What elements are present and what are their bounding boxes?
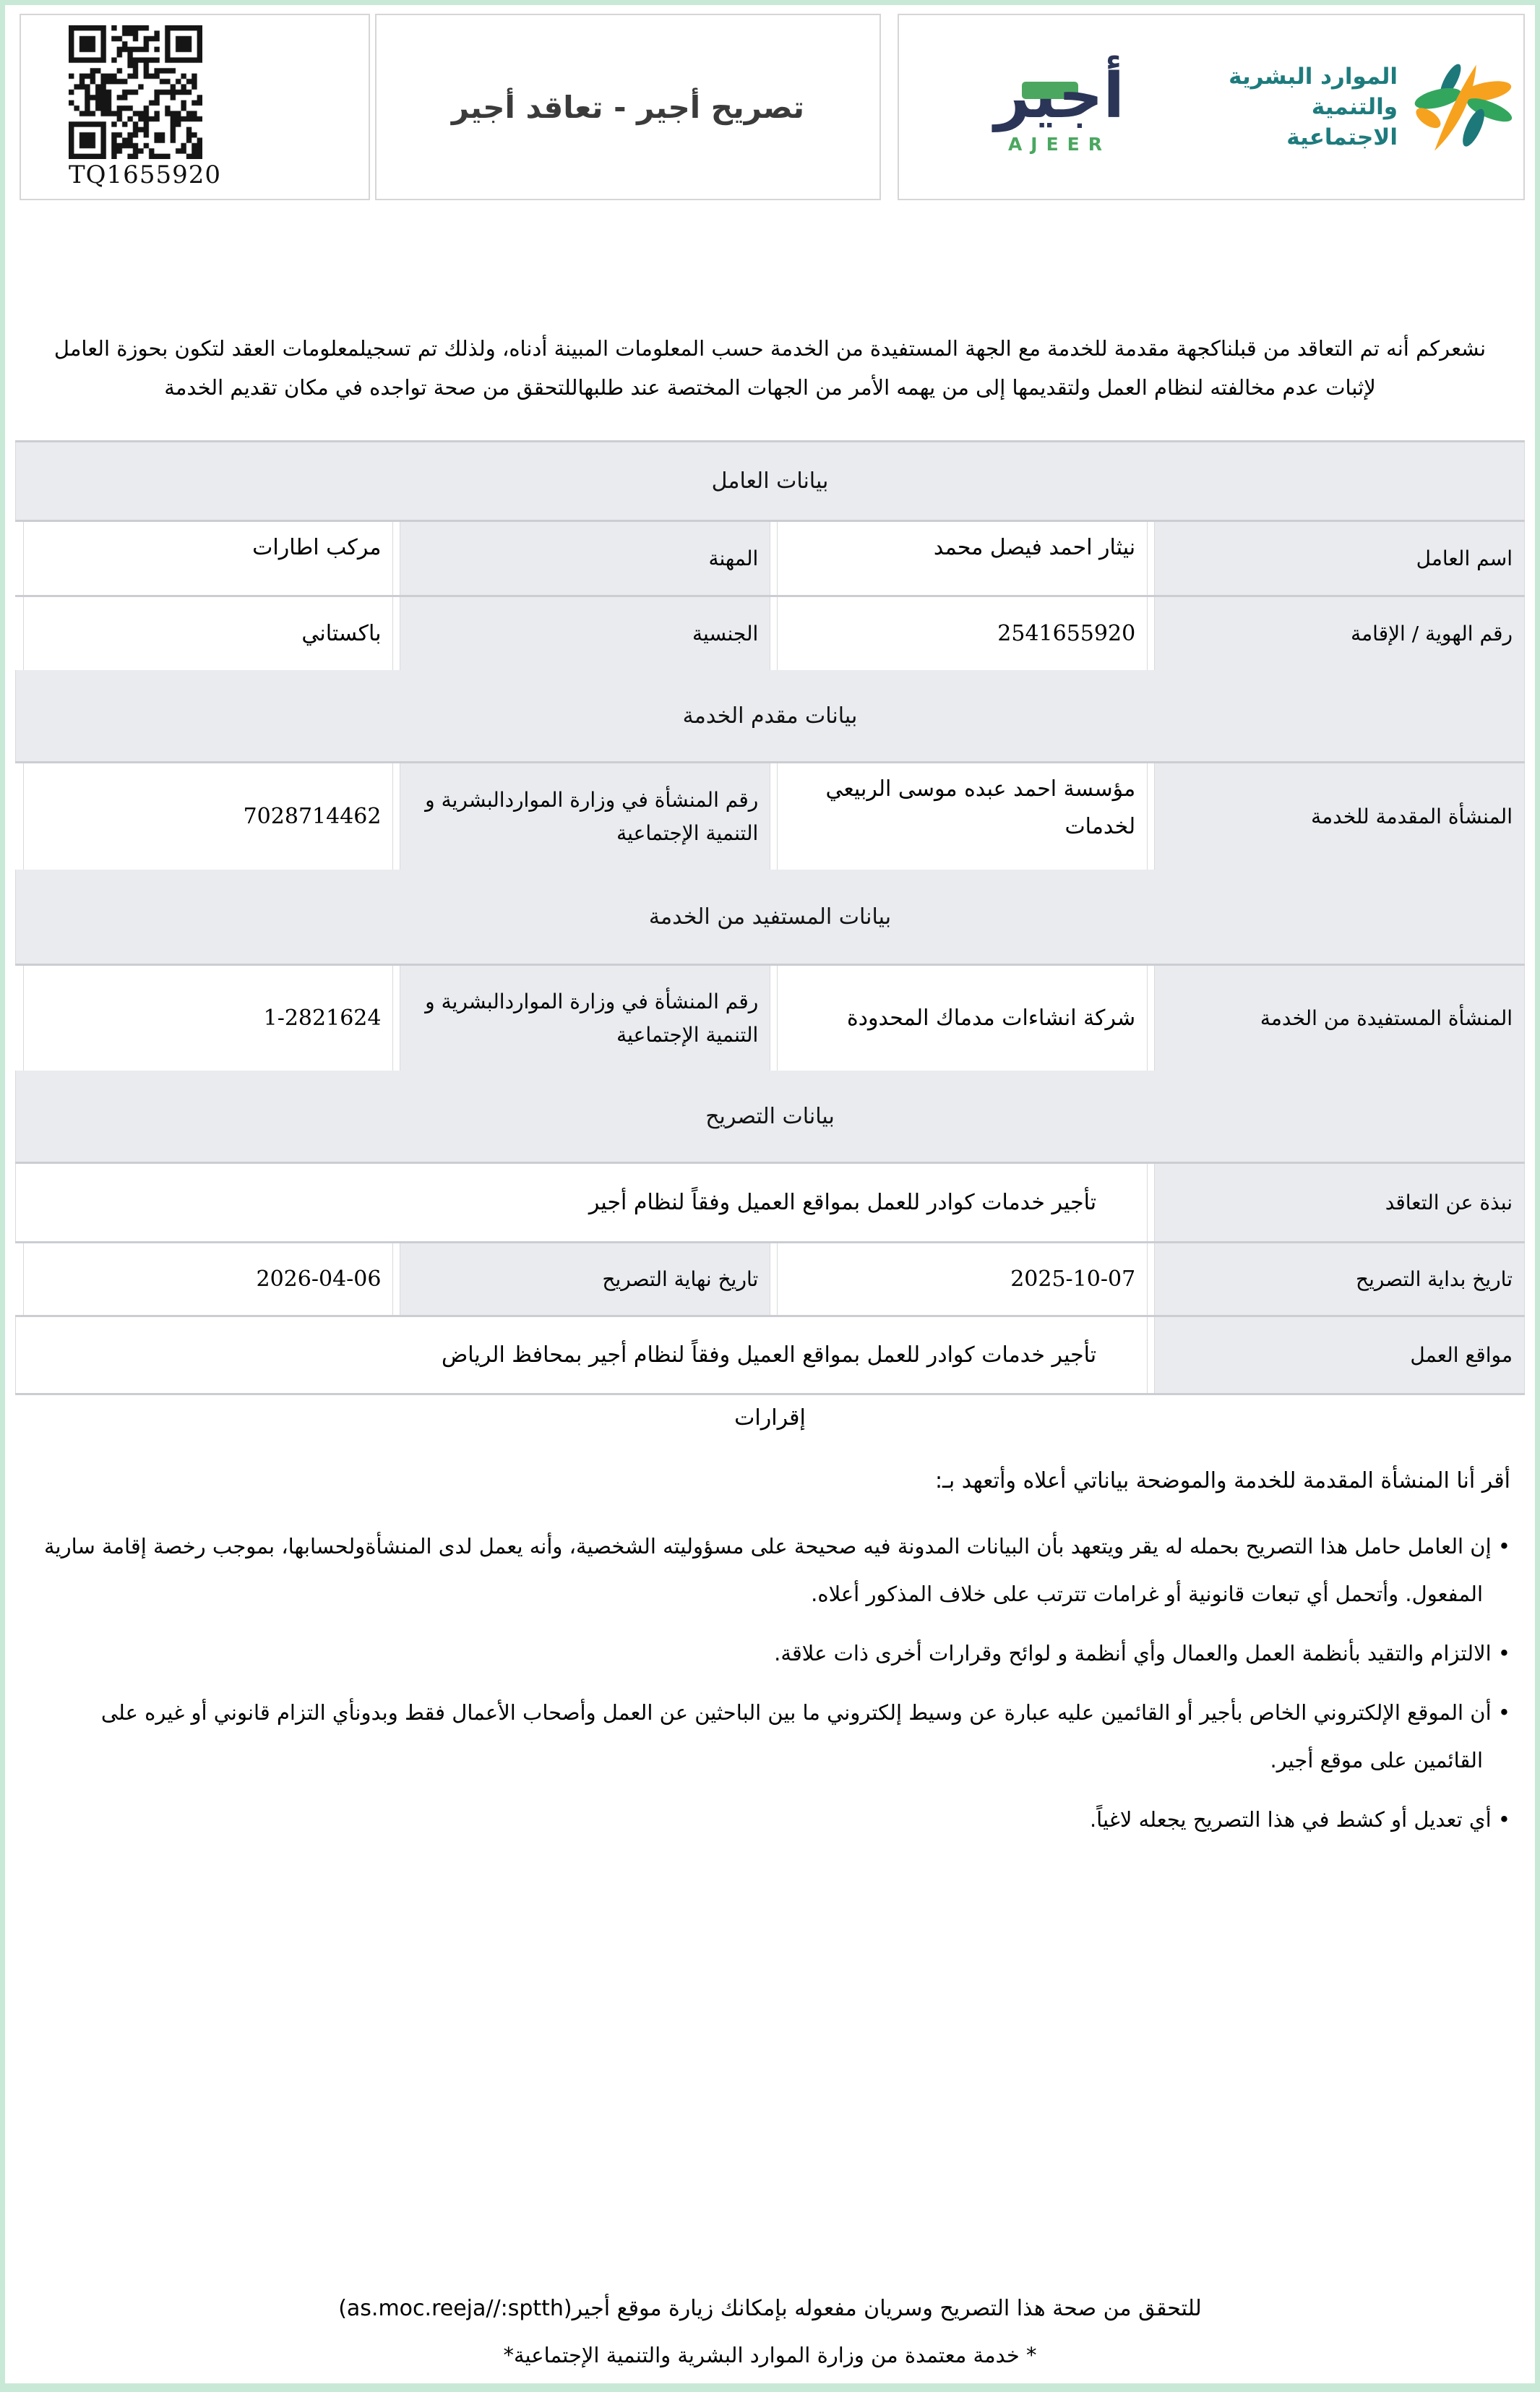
permit-locations-label: مواقع العمل <box>1154 1317 1525 1393</box>
qr-wrap <box>69 25 221 189</box>
table-row <box>15 520 1525 595</box>
intro-paragraph: نشعركم أنه تم التعاقد من قبلناكجهة مقدمة للخدمة مع الجهة المستفيدة من الخدمة حسب المعلومات المبينة أدناه، ولذلك تم تسجيلمعلومات العقد لتكون بحوزة العامل لإثبات عدم مخالفته لنظام العمل ولتقديمها إلى من يهمه الأمر من الجهات المختصة عند طلبهاللتحقق من صحة تواجده في مكان تقديم الخدمة <box>53 336 1487 400</box>
footer-approved-text: * خدمة معتمدة من وزارة الموارد البشرية والتنمية الإجتماعية* <box>503 2343 1037 2367</box>
ministry-name-line1: الموارد البشرية <box>1229 64 1398 90</box>
document-footer <box>5 2296 1535 2367</box>
table-row <box>15 1241 1525 1315</box>
table-row <box>15 1162 1525 1241</box>
section-header-provider: بيانات مقدم الخدمة <box>15 670 1525 761</box>
beneficiary-name-value: شركة انشاءات مدماك المحدودة <box>777 966 1148 1071</box>
table-row <box>15 761 1525 870</box>
page-title: تصريح أجير - تعاقد أجير <box>451 89 805 125</box>
ministry-name <box>1195 61 1398 153</box>
table-row <box>15 595 1525 670</box>
permit-end-label: تاريخ نهاية التصريح <box>400 1243 770 1315</box>
permit-start-label: تاريخ بداية التصريح <box>1154 1243 1525 1315</box>
footer-verify-text: للتحقق من صحة هذا التصريح وسريان مفعوله بإمكانك زيارة موقع أجير(as.moc.reeja//:sptth) <box>338 2296 1202 2321</box>
ministry-logo <box>1195 59 1523 156</box>
permit-about-value: تأجير خدمات كوادر للعمل بمواقع العميل وفقاً لنظام أجير <box>15 1164 1148 1241</box>
document-header <box>15 14 1525 200</box>
permit-locations-value: تأجير خدمات كوادر للعمل بمواقع العميل وفقاً لنظام أجير بمحافظ الرياض <box>15 1317 1148 1393</box>
qr-panel <box>20 14 370 200</box>
beneficiary-name-label: المنشأة المستفيدة من الخدمة <box>1154 966 1525 1071</box>
provider-name-value: مؤسسة احمد عبده موسى الربيعي لخدمات <box>777 763 1148 870</box>
section-header-beneficiary: بيانات المستفيد من الخدمة <box>15 870 1525 964</box>
ajeer-logo-arabic: أجير <box>994 59 1124 132</box>
section-header-worker: بيانات العامل <box>15 442 1525 520</box>
provider-number-value: 7028714462 <box>23 763 394 870</box>
worker-name-label: اسم العامل <box>1154 522 1525 595</box>
permit-start-value: 2025-10-07 <box>777 1243 1148 1315</box>
beneficiary-number-value: 1-2821624 <box>23 966 394 1071</box>
declaration-item: • إن العامل حامل هذا التصريح بحمله له يقر ويتعهد بأن البيانات المدونة فيه صحيحة على مسؤوليته الشخصية، وأنه يعمل لدى المنشأةولحسابها، بموجب رخصة إقامة سارية المفعول. وأتحمل أي تبعات قانونية أو غرامات تترتب على خلاف المذكور أعلاه. <box>30 1522 1510 1618</box>
worker-id-value: 2541655920 <box>777 597 1148 670</box>
ajeer-logo-latin: AJEER <box>1007 133 1111 155</box>
logo-panel <box>898 14 1525 200</box>
worker-name-value: نيثار احمد فيصل محمد <box>777 522 1148 595</box>
section-header-permit: بيانات التصريح <box>15 1071 1525 1162</box>
permit-about-label: نبذة عن التعاقد <box>1154 1164 1525 1241</box>
beneficiary-number-label: رقم المنشأة في وزارة المواردالبشرية و التنمية الإجتماعية <box>400 966 770 1071</box>
worker-nationality-value: باكستاني <box>23 597 394 670</box>
ajeer-logo <box>993 60 1126 155</box>
declaration-item: • أن الموقع الإلكتروني الخاص بأجير أو القائمين عليه عبارة عن وسيط إلكتروني ما بين الباحثين عن العمل وأصحاب الأعمال فقط وبدونأي التزام قانوني أو غيره على القائمين على موقع أجير. <box>30 1689 1510 1784</box>
worker-profession-label: المهنة <box>400 522 770 595</box>
declarations-list <box>30 1522 1510 1843</box>
qr-code-icon <box>69 25 202 159</box>
permit-end-value: 2026-04-06 <box>23 1243 394 1315</box>
provider-name-label: المنشأة المقدمة للخدمة <box>1154 763 1525 870</box>
declaration-item: • أي تعديل أو كشط في هذا التصريح يجعله لاغياً. <box>30 1796 1510 1843</box>
declaration-item: • الالتزام والتقيد بأنظمة العمل والعمال وأي أنظمة و لوائح وقرارات أخرى ذات علاقة. <box>30 1629 1510 1677</box>
declarations-intro: أقر أنا المنشأة المقدمة للخدمة والموضحة بياناتي أعلاه وأتعهد بـ: <box>934 1468 1510 1493</box>
title-panel <box>375 14 881 200</box>
ministry-name-line2: والتنمية الاجتماعية <box>1286 94 1398 150</box>
table-row <box>15 1315 1525 1393</box>
table-row <box>15 964 1525 1071</box>
permit-code: TQ1655920 <box>69 160 221 189</box>
ministry-palm-icon <box>1408 59 1523 156</box>
worker-nationality-label: الجنسية <box>400 597 770 670</box>
worker-id-label: رقم الهوية / الإقامة <box>1154 597 1525 670</box>
permit-table <box>15 440 1525 1395</box>
provider-number-label: رقم المنشأة في وزارة المواردالبشرية و التنمية الإجتماعية <box>400 763 770 870</box>
worker-profession-value: مركب اطارات <box>23 522 394 595</box>
declarations-heading: إقرارات <box>734 1405 806 1431</box>
